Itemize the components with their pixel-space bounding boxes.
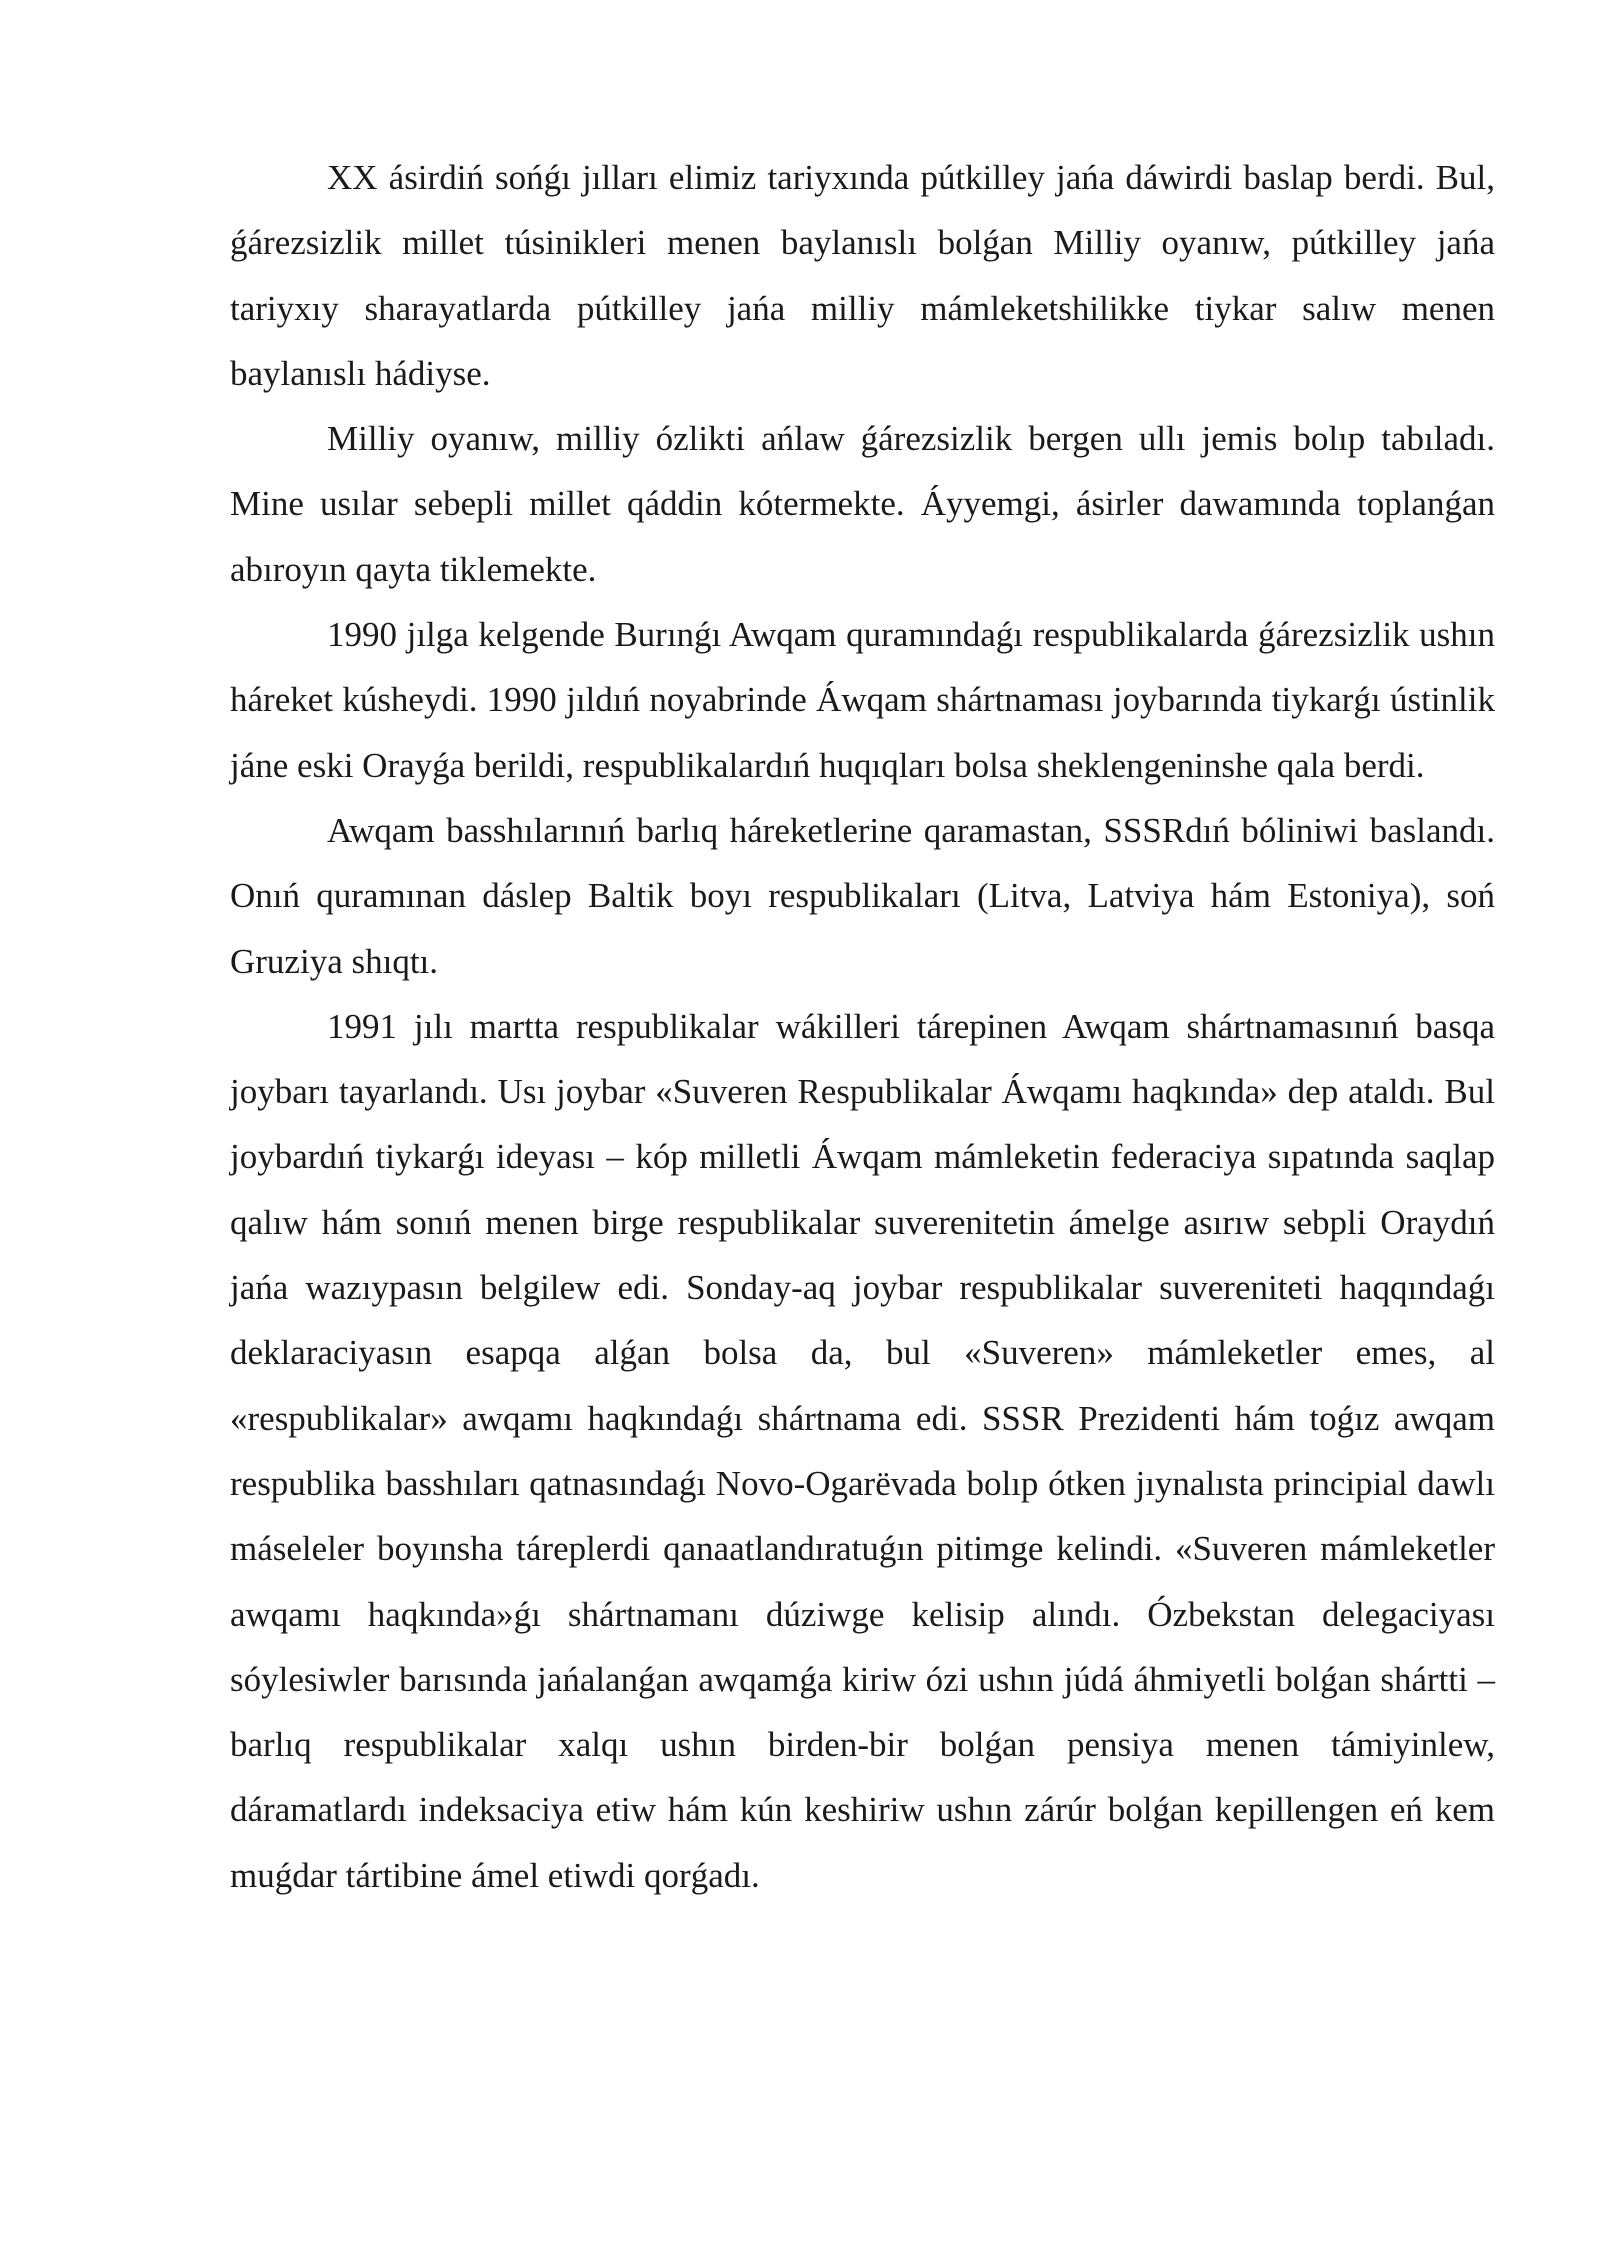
paragraph: 1990 jılga kelgende Burınǵı Awqam quramındaǵı respublikalarda ǵárezsizlik ushın háreket kúsheydi. 1990 jıldıń noyabrinde Áwqam shártnaması joybarında tiykarǵı ústinlik jáne eski Orayǵa berildi, respublikalardıń huqıqları bolsa sheklengeninshe qala berdi. bbox=[230, 615, 1495, 785]
paragraph: Awqam basshılarınıń barlıq háreketlerine qaramastan, SSSRdıń bóliniwi baslandı. Onıń quramınan dáslep Baltik boyı respublikaları (Litva, Latviya hám Estoniya), soń Gruziya shıqtı. bbox=[230, 810, 1495, 981]
paragraph: Milliy oyanıw, milliy ózlikti ańlaw ǵárezsizlik bergen ullı jemis bolıp tabıladı. Mine usılar sebepli millet qáddin kótermekte. Áyyemgi, ásirler dawamında toplanǵan abıroyın qayta tiklemekte. bbox=[230, 419, 1495, 589]
paragraph: 1991 jılı martta respublikalar wákilleri tárepinen Awqam shártnamasınıń basqa joybarı tayarlandı. Usı joybar «Suveren Respublikalar Áwqamı haqkında» dep ataldı. Bul joybardıń tiykarǵı ideyası – kóp milletli Áwqam mámleketin federaciya sıpatında saqlap qalıw hám sonıń menen birge respublikalar suverenitetin ámelge asırıw sebpli Oraydıń jańa wazıypasın belgilew edi. Sonday-aq joybar respublikalar suvereniteti haqqındaǵı deklaraciyasın esapqa alǵan bolsa da, bul «Suveren» mámleketler emes, al «respublikalar» awqamı haqkındaǵı shártnama edi. SSSR Prezidenti hám toǵız awqam respublika basshıları qatnasındaǵı Novo-Ogarëvada bolıp ótken jıynalısta principial dawlı máseleler boyınsha táreplerdi qanaatlandıratuǵın pitimge kelindi. «Suveren mámleketler awqamı haqkında»ǵı shártnamanı dúziwge kelisip alındı. Ózbekstan delegaciyası sóylesiwler barısında jańalanǵan awqamǵa kiriw ózi ushın júdá áhmiyetli bolǵan shártti – barlıq respublikalar xalqı ushın birden-bir bolǵan pensiya menen támiyinlew, dáramatlardı indeksaciya etiw hám kún keshiriw ushın zárúr bolǵan kepillengen eń kem muǵdar tártibine ámel etiwdi qorǵadı. bbox=[230, 1006, 1495, 1895]
document-body bbox=[230, 145, 1495, 1908]
paragraph: XX ásirdiń sońǵı jılları elimiz tariyxında pútkilley jańa dáwirdi baslap berdi. Bul, ǵárezsizlik millet túsinikleri menen baylanıslı bolǵan Milliy oyanıw, pútkilley jańa tariyxıy sharayatlarda pútkilley jańa milliy mámleketshilikke tiykar salıw menen baylanıslı hádiyse. bbox=[230, 158, 1495, 393]
